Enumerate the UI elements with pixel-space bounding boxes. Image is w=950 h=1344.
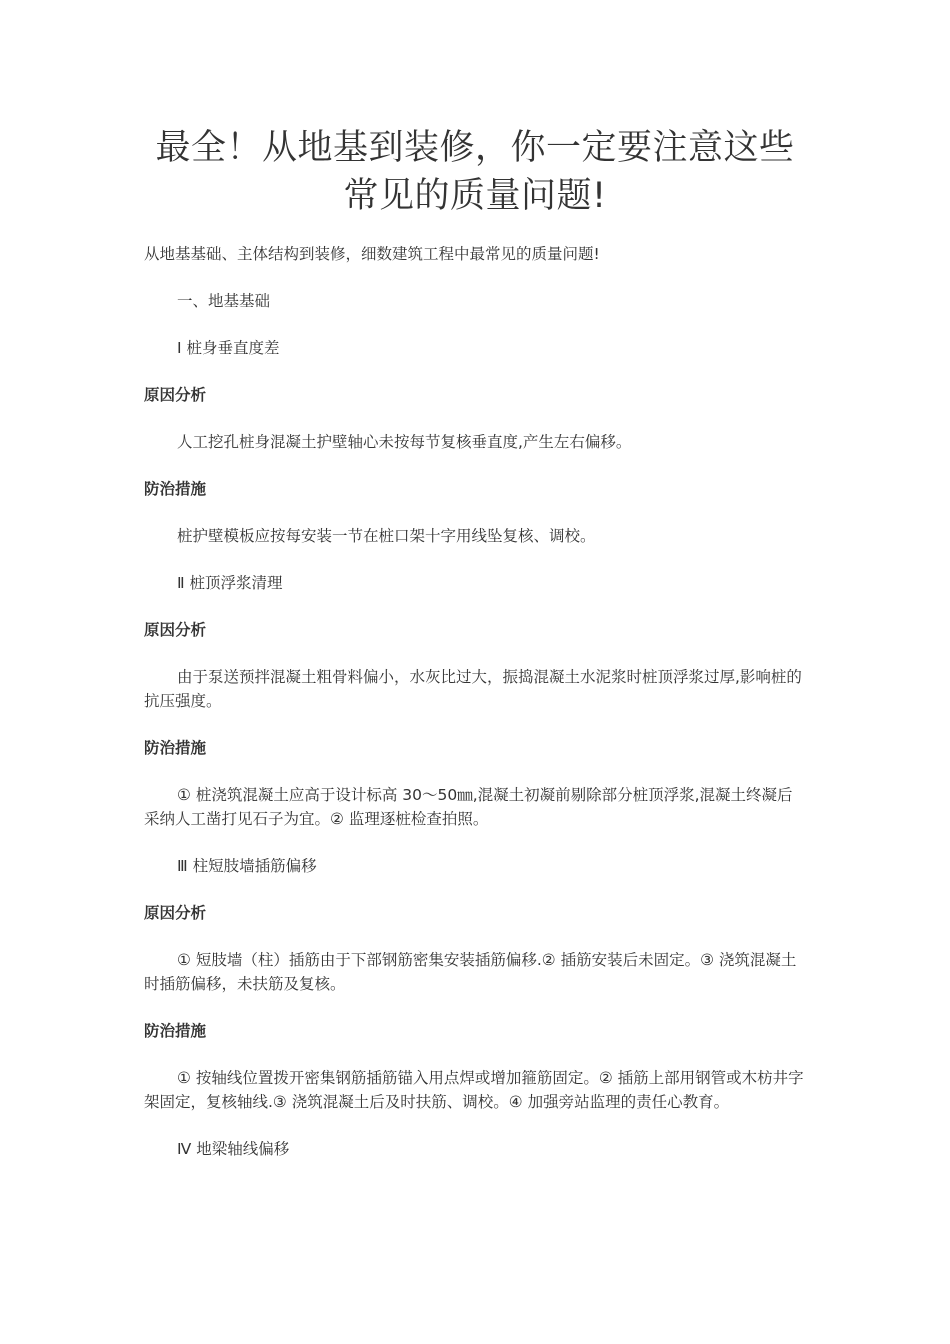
cause-text-2: 由于泵送预拌混凝土粗骨料偏小，水灰比过大，振捣混凝土水泥浆时桩顶浮浆过厚,影响桩的抗压强度。 xyxy=(144,668,802,710)
item-heading-1: Ⅰ 桩身垂直度差 xyxy=(177,339,280,357)
title-line-1: 最全！从地基到装修，你一定要注意这些 xyxy=(155,128,795,168)
page-title xyxy=(144,124,806,220)
item-heading-3: Ⅲ 柱短肢墙插筋偏移 xyxy=(177,857,317,875)
measure-text-1: 桩护壁模板应按每安装一节在桩口架十字用线坠复核、调校。 xyxy=(177,527,596,545)
measure-text-2: ① 桩浇筑混凝土应高于设计标高 30～50㎜,混凝土初凝前剔除部分桩顶浮浆,混凝土终凝后采纳人工凿打见石子为宜。② 监理逐桩检查拍照。 xyxy=(144,786,793,828)
cause-label-2: 原因分析 xyxy=(144,621,207,639)
item-heading-4: Ⅳ 地梁轴线偏移 xyxy=(177,1140,290,1158)
document-page xyxy=(144,124,806,1161)
cause-text-3: ① 短肢墙（柱）插筋由于下部钢筋密集安装插筋偏移.② 插筋安装后未固定。③ 浇筑混凝土时插筋偏移，未扶筋及复核。 xyxy=(144,951,797,993)
measure-label-3: 防治措施 xyxy=(144,1022,207,1040)
measure-label-2: 防治措施 xyxy=(144,739,207,757)
cause-label-1: 原因分析 xyxy=(144,386,207,404)
measure-label-1: 防治措施 xyxy=(144,480,207,498)
intro-paragraph: 从地基基础、主体结构到装修，细数建筑工程中最常见的质量问题! xyxy=(144,245,600,263)
measure-text-3: ① 按轴线位置拨开密集钢筋插筋锚入用点焊或增加箍筋固定。② 插筋上部用钢管或木枋井字架固定，复核轴线.③ 浇筑混凝土后及时扶筋、调校。④ 加强旁站监理的责任心教育。 xyxy=(144,1069,804,1111)
item-heading-2: Ⅱ 桩顶浮浆清理 xyxy=(177,574,283,592)
section-heading: 一、地基基础 xyxy=(177,292,271,310)
cause-label-3: 原因分析 xyxy=(144,904,207,922)
title-line-2: 常见的质量问题! xyxy=(343,176,607,216)
cause-text-1: 人工挖孔桩身混凝土护壁轴心未按每节复核垂直度,产生左右偏移。 xyxy=(177,433,632,451)
